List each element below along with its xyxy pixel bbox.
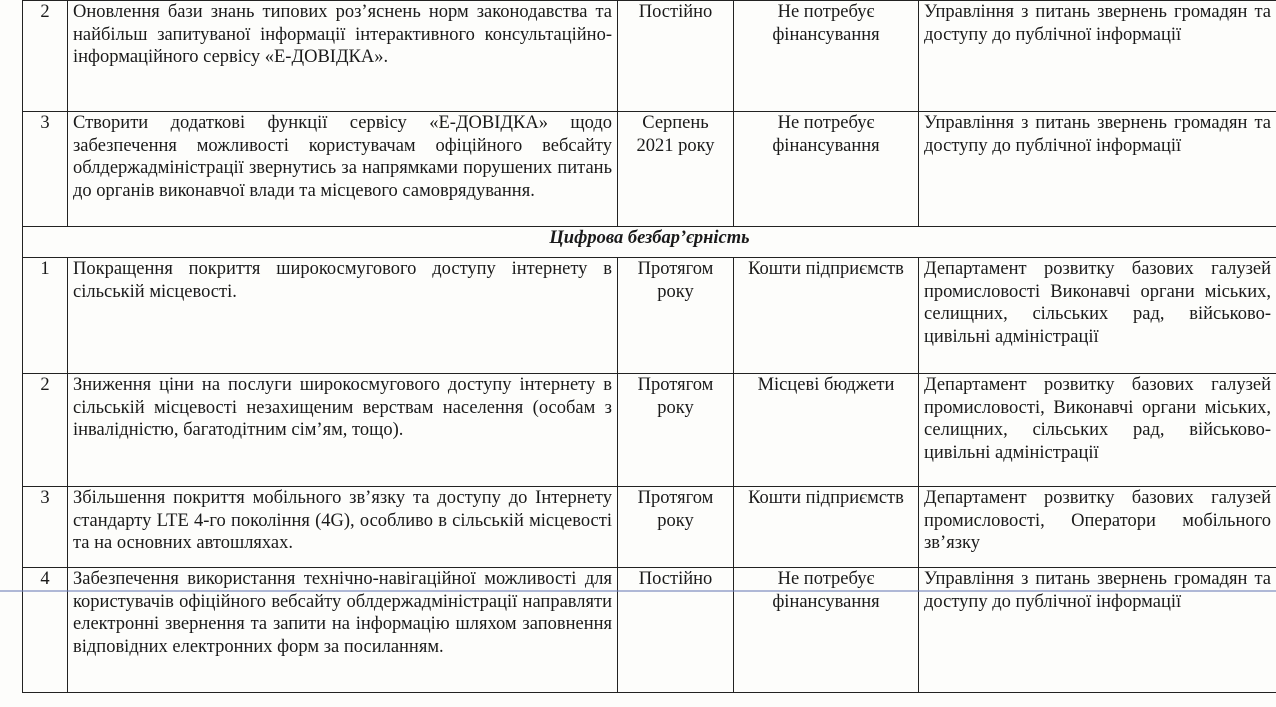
task-cell: Збільшення покриття мобільного зв’язку та доступу до Інтернету стандарту LTE 4-го покоління (4G), особливо в сільській місцевості та на основних автошляхах. [68,487,618,568]
task-cell: Забезпечення використання технічно-навігаційної можливості для користувачів офіційного вебсайту облдержадміністрації направляти електронні звернення та запити на інформацію шляхом заповнення відповідних електронних форм за посиланням. [68,568,618,693]
term-cell: Протягом року [618,374,734,487]
row-number: 1 [23,258,68,374]
table-row [23,1,1276,112]
financing-cell: Кошти підприємств [734,258,919,374]
table-row [23,258,1276,374]
table-row [23,487,1276,568]
financing-cell: Кошти підприємств [734,487,919,568]
responsible-cell: Департамент розвитку базових галузей промисловості, Оператори мобільного зв’язку [919,487,1276,568]
row-number: 2 [23,374,68,487]
task-cell: Створити додаткові функції сервісу «Е-ДОВІДКА» щодо забезпечення можливості користувачам офіційного вебсайту облдержадміністрації звернутись за напрямками порушених питань до органів виконавчої влади та місцевого самоврядування. [68,112,618,227]
responsible-cell: Департамент розвитку базових галузей промисловості, Виконавчі органи міських, селищних, сільських рад, військово-цивільні адміністрації [919,374,1276,487]
task-cell: Зниження ціни на послуги широкосмугового доступу інтернету в сільській місцевості незахищеним верствам населення (особам з інвалідністю, багатодітним сім’ям, тощо). [68,374,618,487]
table-row [23,374,1276,487]
financing-cell: Не потребує фінансування [734,568,919,693]
responsible-cell: Управління з питань звернень громадян та доступу до публічної інформації [919,1,1276,112]
financing-cell: Не потребує фінансування [734,1,919,112]
term-cell: Постійно [618,568,734,693]
row-number: 4 [23,568,68,693]
term-cell: Протягом року [618,487,734,568]
table-row [23,112,1276,227]
section-title: Цифрова безбар’єрність [23,227,1276,258]
responsible-cell: Управління з питань звернень громадян та доступу до публічної інформації [919,568,1276,693]
term-cell: Протягом року [618,258,734,374]
table-row [23,568,1276,693]
financing-cell: Місцеві бюджети [734,374,919,487]
row-number: 3 [23,112,68,227]
scan-artifact-line [0,590,1276,592]
financing-cell: Не потребує фінансування [734,112,919,227]
responsible-cell: Департамент розвитку базових галузей промисловості Виконавчі органи міських, селищних, сільських рад, військово-цивільні адміністрації [919,258,1276,374]
task-cell: Оновлення бази знань типових роз’яснень норм законодавства та найбільш запитуваної інформації інтерактивного консультаційно-інформаційного сервісу «Е-ДОВІДКА». [68,1,618,112]
responsible-cell: Управління з питань звернень громадян та доступу до публічної інформації [919,112,1276,227]
section-row [23,227,1276,258]
term-cell: Постійно [618,1,734,112]
row-number: 2 [23,1,68,112]
task-cell: Покращення покриття широкосмугового доступу інтернету в сільській місцевості. [68,258,618,374]
term-cell: Серпень 2021 року [618,112,734,227]
row-number: 3 [23,487,68,568]
